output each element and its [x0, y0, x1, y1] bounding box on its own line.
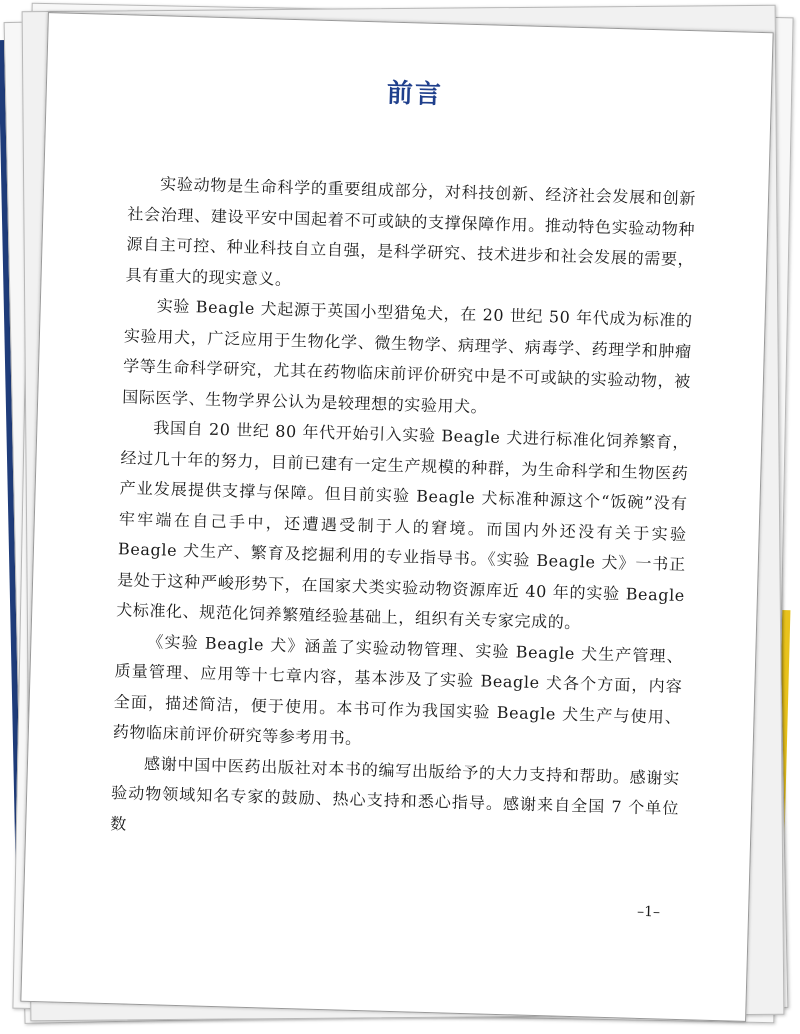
document-page: [20, 12, 773, 1022]
paragraph-3: 我国自 20 世纪 80 年代开始引入实验 Beagle 犬进行标准化饲养繁育，经过几十年的努力，目前已建有一定生产规模的种群，为生命科学和生物医药产业发展提供支撑与保障。但目前实验 Beagle 犬标准种源这个“饭碗”没有牢牢端在自己手中，还遭遇受制于人的窘境。而国内外还没有关于实验 Beagle 犬生产、繁育及挖掘利用的专业指导书。《实验 Beagle 犬》一书正是处于这种严峻形势下，在国家犬类实验动物资源库近 40 年的实验 Beagle 犬标准化、规范化饲养繁殖经验基础上，组织有关专家完成的。: [116, 418, 690, 633]
paragraph-4: 《实验 Beagle 犬》涵盖了实验动物管理、实验 Beagle 犬生产管理、质量管理、应用等十七章内容，基本涉及了实验 Beagle 犬各个方面，内容全面，描述简洁，便于使用。本书可作为我国实验 Beagle 犬生产与使用、药物临床前评价研究等参考用书。: [112, 631, 684, 749]
paragraph-1: 实验动物是生命科学的重要组成部分，对科技创新、经济社会发展和创新社会治理、建设平安中国起着不可或缺的支撑保障作用。推动特色实验动物种源自主可控、种业科技自立自强，是科学研究、技术进步和社会发展的需要，具有重大的现实意义。: [125, 174, 697, 289]
page-title: 前言: [386, 78, 444, 111]
page-number: –1–: [636, 903, 661, 921]
paragraph-2: 实验 Beagle 犬起源于英国小型猎兔犬，在 20 世纪 50 年代成为标准的实验用犬，广泛应用于生物化学、微生物学、病理学、病毒学、药理学和肿瘤学等生命科学研究，尤其在药物临床前评价研究中是不可或缺的实验动物，被国际医学、生物学界公认为是较理想的实验用犬。: [121, 296, 693, 416]
paragraph-5: 感谢中国中医药出版社对本书的编写出版给予的大力支持和帮助。感谢实验动物领域知名专家的鼓励、热心支持和悉心指导。感谢来自全国 7 个单位数: [110, 753, 681, 834]
